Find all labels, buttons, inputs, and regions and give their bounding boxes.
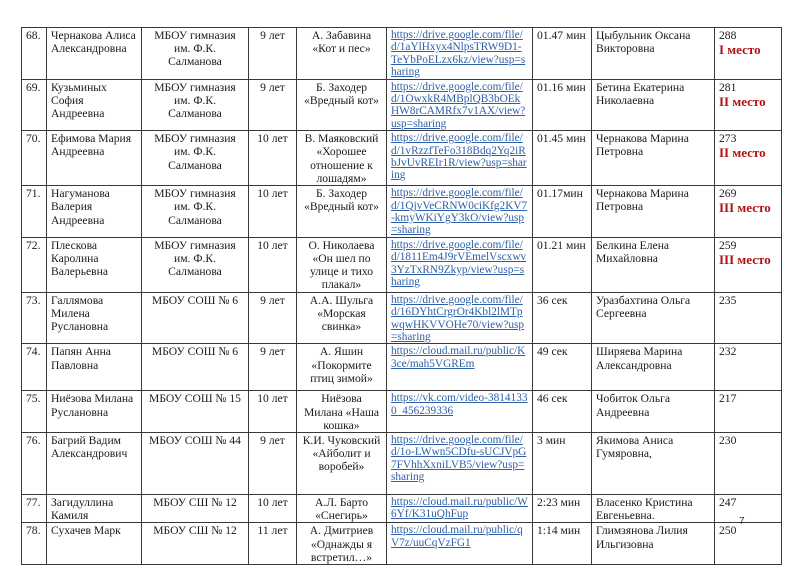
table-row [22, 523, 782, 565]
video-link-cell [387, 79, 533, 131]
participant-name: Багрий Вадим Александрович [47, 432, 142, 494]
score-cell [715, 131, 782, 186]
school: МБОУ гимназия им. Ф.К. Салманова [142, 131, 249, 186]
work-title: Б. Заходер «Вредный кот» [297, 79, 387, 131]
teacher: Глимзянова Лилия Ильгизовна [592, 523, 715, 565]
row-number: 68. [22, 28, 47, 80]
school: МБОУ гимназия им. Ф.К. Салманова [142, 237, 249, 292]
table-row [22, 131, 782, 186]
place-badge: III место [719, 200, 771, 216]
table-row [22, 292, 782, 344]
score-cell [715, 494, 782, 522]
table-body [22, 28, 782, 565]
duration: 01.21 мин [533, 237, 592, 292]
video-link[interactable]: https://drive.google.com/file/d/1o-LWwn5CDfu-sUCJVpG7FVhhXxniLVB5/view?usp=sharing [391, 433, 527, 484]
teacher: Якимова Аниса Гумяровна, [592, 432, 715, 494]
video-link[interactable]: https://cloud.mail.ru/public/qV7z/uuCqVzFG1 [391, 524, 523, 549]
score: 235 [719, 293, 737, 307]
video-link[interactable]: https://cloud.mail.ru/public/K3ce/mah5VGREm [391, 345, 526, 370]
score-cell [715, 237, 782, 292]
duration: 46 сек [533, 391, 592, 433]
duration: 01.45 мин [533, 131, 592, 186]
score: 288 [719, 29, 737, 42]
video-link[interactable]: https://vk.com/video-38141330_456239336 [391, 392, 528, 417]
video-link-cell [387, 186, 533, 238]
teacher: Бетина Екатерина Николаевна [592, 79, 715, 131]
score-cell [715, 432, 782, 494]
table-row [22, 344, 782, 391]
work-title: А.Л. Барто «Снегирь» [297, 494, 387, 522]
school: МБОУ СОШ № 6 [142, 344, 249, 391]
participant-name: Галлямова Милена Руслановна [47, 292, 142, 344]
work-title: В. Маяковский «Хорошее отношение к лошадям» [297, 131, 387, 186]
table-row [22, 79, 782, 131]
score-cell [715, 186, 782, 238]
work-title: О. Николаева «Он шел по улице и тихо плакал» [297, 237, 387, 292]
score: 281 [719, 80, 737, 94]
duration: 1:14 мин [533, 523, 592, 565]
work-title: А.А. Шульга «Морская свинка» [297, 292, 387, 344]
score: 259 [719, 238, 737, 252]
row-number: 78. [22, 523, 47, 565]
results-table [21, 27, 782, 565]
participant-name: Загидуллина Камиля [47, 494, 142, 522]
score: 230 [719, 433, 737, 447]
video-link-cell [387, 28, 533, 80]
participant-name: Ниёзова Милана Руслановна [47, 391, 142, 433]
teacher: Власенко Кристина Евгеньевна. [592, 494, 715, 522]
age: 9 лет [249, 344, 297, 391]
video-link-cell [387, 494, 533, 522]
row-number: 75. [22, 391, 47, 433]
row-number: 77. [22, 494, 47, 522]
work-title: К.И. Чуковский «Айболит и воробей» [297, 432, 387, 494]
video-link[interactable]: https://drive.google.com/file/d/1vRzzfTeFo318Bdq2Yq2iRbJvUvREIr1R/view?usp=sharing [391, 132, 527, 182]
age: 10 лет [249, 131, 297, 186]
work-title: А. Забавина «Кот и пес» [297, 28, 387, 80]
video-link-cell [387, 391, 533, 433]
age: 10 лет [249, 391, 297, 433]
participant-name: Сухачев Марк [47, 523, 142, 565]
duration: 49 сек [533, 344, 592, 391]
age: 9 лет [249, 292, 297, 344]
school: МБОУ СОШ № 15 [142, 391, 249, 433]
teacher: Белкина Елена Михайловна [592, 237, 715, 292]
place-badge: III место [719, 252, 771, 268]
age: 11 лет [249, 523, 297, 565]
teacher: Уразбахтина Ольга Сергеевна [592, 292, 715, 344]
video-link[interactable]: https://drive.google.com/file/d/1QjvVeCRNW0ciKfg2KV7-kmyWKiYgY3kO/view?usp=sharing [391, 187, 528, 237]
age: 9 лет [249, 432, 297, 494]
page-number: 7 [739, 516, 745, 527]
participant-name: Чернакова Алиса Александровна [47, 28, 142, 80]
teacher: Ширяева Марина Александровна [592, 344, 715, 391]
score-cell [715, 79, 782, 131]
work-title: Б. Заходер «Вредный кот» [297, 186, 387, 238]
school: МБОУ гимназия им. Ф.К. Салманова [142, 186, 249, 238]
score: 269 [719, 187, 737, 201]
duration: 2:23 мин [533, 494, 592, 522]
duration: 01.17мин [533, 186, 592, 238]
score-cell [715, 292, 782, 344]
school: МБОУ СШ № 12 [142, 523, 249, 565]
row-number: 76. [22, 432, 47, 494]
score-cell [715, 391, 782, 433]
place-badge: II место [719, 145, 766, 161]
score: 273 [719, 132, 737, 146]
score-cell [715, 28, 782, 80]
age: 10 лет [249, 494, 297, 522]
table-row [22, 186, 782, 238]
place-badge: II место [719, 93, 766, 109]
video-link[interactable]: https://drive.google.com/file/d/1OwxkR4MBplQB3bOEkHW8rCAMRfx7v1AX/view?usp=sharing [391, 80, 526, 130]
score: 217 [719, 392, 737, 406]
score-cell [715, 344, 782, 391]
work-title: А. Дмитриев «Однажды я встретил…» [297, 523, 387, 565]
table-row [22, 494, 782, 522]
participant-name: Ефимова Мария Андреевна [47, 131, 142, 186]
row-number: 73. [22, 292, 47, 344]
place-badge: I место [719, 42, 761, 58]
age: 10 лет [249, 186, 297, 238]
video-link-cell [387, 432, 533, 494]
work-title: Ниёзова Милана «Наша кошка» [297, 391, 387, 433]
participant-name: Плескова Каролина Валерьевна [47, 237, 142, 292]
school: МБОУ гимназия им. Ф.К. Салманова [142, 79, 249, 131]
video-link[interactable]: https://cloud.mail.ru/public/W6Yf/K31uQhFup [391, 495, 528, 521]
score: 250 [719, 524, 737, 538]
teacher: Чернакова Марина Петровна [592, 186, 715, 238]
video-link[interactable]: https://drive.google.com/file/d/1811Em4J9rVEmelVscxwv3YzTxRN9Zkyp/view?usp=sharing [391, 238, 527, 289]
score: 232 [719, 345, 737, 359]
table-row [22, 28, 782, 80]
teacher: Чернакова Марина Петровна [592, 131, 715, 186]
school: МБОУ СОШ № 6 [142, 292, 249, 344]
row-number: 70. [22, 131, 47, 186]
duration: 3 мин [533, 432, 592, 494]
school: МБОУ СОШ № 44 [142, 432, 249, 494]
video-link-cell [387, 344, 533, 391]
video-link-cell [387, 292, 533, 344]
school: МБОУ СШ № 12 [142, 494, 249, 522]
work-title: А. Яшин «Покормите птиц зимой» [297, 344, 387, 391]
duration: 01.16 мин [533, 79, 592, 131]
row-number: 71. [22, 186, 47, 238]
teacher: Цыбульник Оксана Викторовна [592, 28, 715, 80]
duration: 01.47 мин [533, 28, 592, 80]
score: 247 [719, 495, 737, 509]
row-number: 72. [22, 237, 47, 292]
teacher: Чобиток Ольга Андреевна [592, 391, 715, 433]
age: 9 лет [249, 28, 297, 80]
table-row [22, 237, 782, 292]
participant-name: Нагуманова Валерия Андреевна [47, 186, 142, 238]
row-number: 74. [22, 344, 47, 391]
row-number: 69. [22, 79, 47, 131]
video-link[interactable]: https://drive.google.com/file/d/1aYlHxyx4NlpsTRW9D1-TeYbPoELzx6kz/view?usp=sharing [391, 29, 526, 79]
score-cell [715, 523, 782, 565]
school: МБОУ гимназия им. Ф.К. Салманова [142, 28, 249, 80]
participant-name: Папян Анна Павловна [47, 344, 142, 391]
video-link-cell [387, 523, 533, 565]
table-row [22, 432, 782, 494]
age: 9 лет [249, 79, 297, 131]
video-link-cell [387, 237, 533, 292]
video-link[interactable]: https://drive.google.com/file/d/16DYhtCrgrOr4Kbl2lMTpwqwHKVVOHe70/view?usp=sharing [391, 293, 525, 343]
table-row [22, 391, 782, 433]
participant-name: Кузьминых София Андреевна [47, 79, 142, 131]
video-link-cell [387, 131, 533, 186]
age: 10 лет [249, 237, 297, 292]
duration: 36 сек [533, 292, 592, 344]
